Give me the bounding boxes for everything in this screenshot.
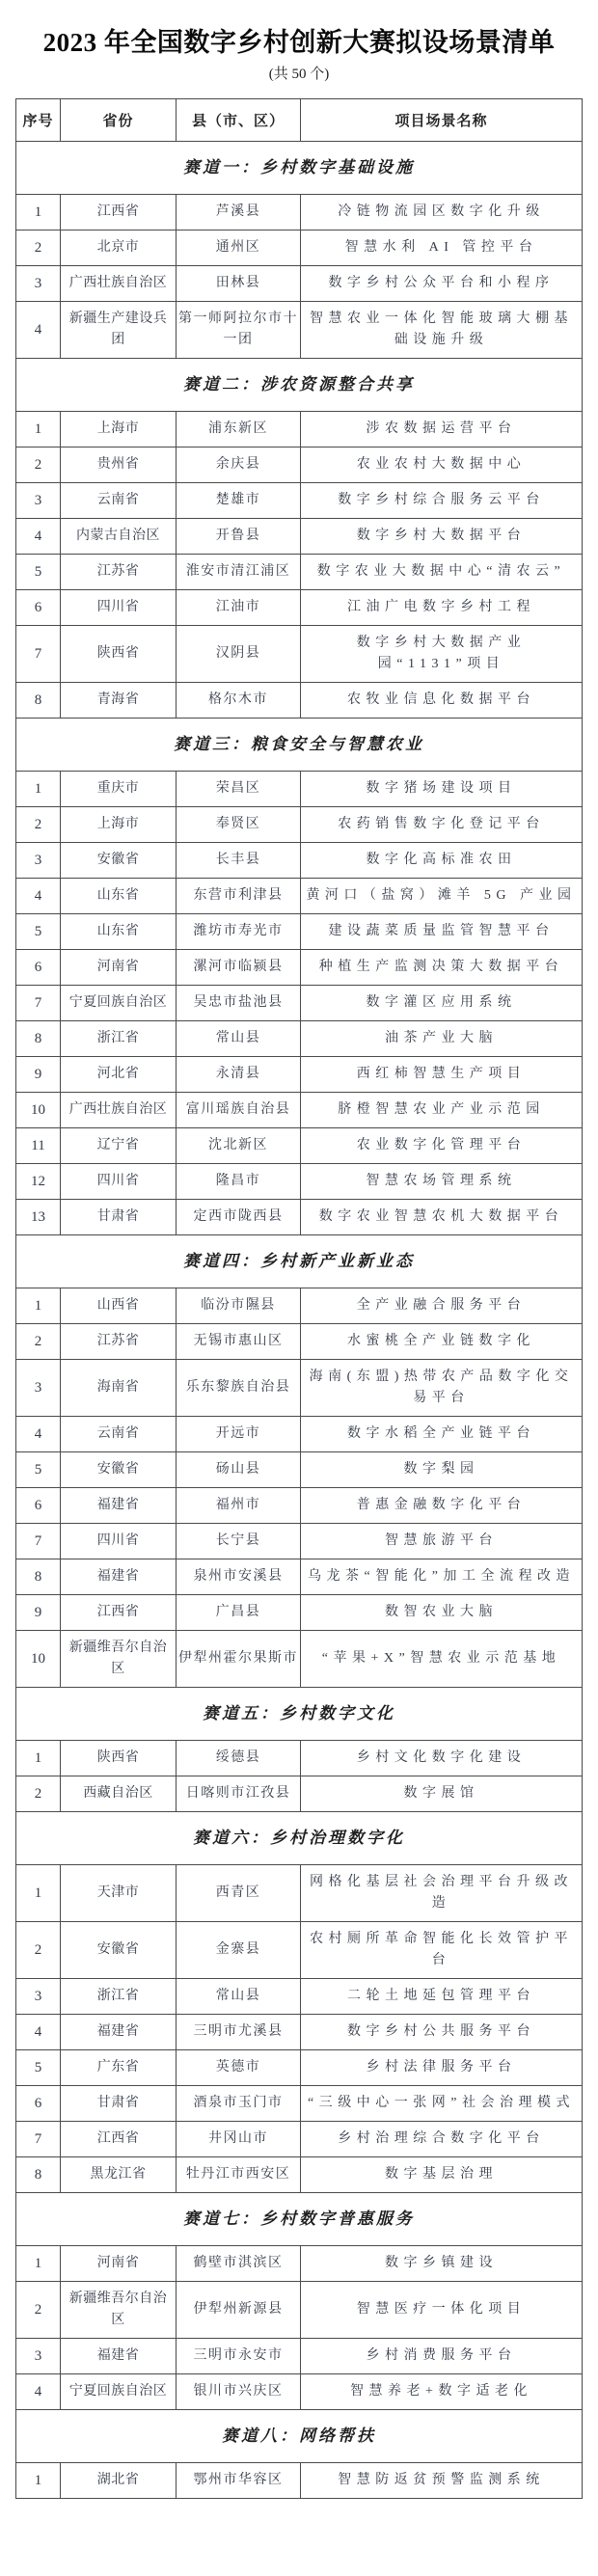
county: 伊犁州霍尔果斯市 xyxy=(177,1631,301,1688)
province: 江西省 xyxy=(61,2122,177,2157)
province: 上海市 xyxy=(61,807,177,843)
table-row xyxy=(16,1360,583,1417)
row-index: 2 xyxy=(16,1922,61,1979)
row-index: 1 xyxy=(16,1288,61,1324)
table-row xyxy=(16,2246,583,2282)
county: 定西市陇西县 xyxy=(177,1200,301,1235)
county: 常山县 xyxy=(177,1979,301,2015)
row-index: 2 xyxy=(16,1776,61,1812)
project-name: 江油广电数字乡村工程 xyxy=(301,590,583,626)
table-row xyxy=(16,447,583,483)
project-name: 智慧养老+数字适老化 xyxy=(301,2374,583,2410)
province: 安徽省 xyxy=(61,843,177,879)
table-row xyxy=(16,2157,583,2193)
section-header-row xyxy=(16,1812,583,1865)
project-name: 冷链物流园区数字化升级 xyxy=(301,195,583,230)
row-index: 6 xyxy=(16,590,61,626)
row-index: 11 xyxy=(16,1128,61,1164)
county: 开远市 xyxy=(177,1417,301,1452)
project-name: 智慧旅游平台 xyxy=(301,1524,583,1559)
row-index: 2 xyxy=(16,1324,61,1360)
province: 河南省 xyxy=(61,950,177,986)
province: 山西省 xyxy=(61,1288,177,1324)
province: 黑龙江省 xyxy=(61,2157,177,2193)
county: 余庆县 xyxy=(177,447,301,483)
row-index: 1 xyxy=(16,2463,61,2499)
row-index: 12 xyxy=(16,1164,61,1200)
table-row xyxy=(16,843,583,879)
project-name: 全产业融合服务平台 xyxy=(301,1288,583,1324)
project-name: 乡村消费服务平台 xyxy=(301,2339,583,2374)
county: 永清县 xyxy=(177,1057,301,1093)
row-index: 3 xyxy=(16,1979,61,2015)
province: 福建省 xyxy=(61,2015,177,2050)
province: 安徽省 xyxy=(61,1452,177,1488)
province: 江西省 xyxy=(61,1595,177,1631)
col-header-index: 序号 xyxy=(16,99,61,142)
table-row xyxy=(16,1559,583,1595)
table-row xyxy=(16,807,583,843)
province: 河南省 xyxy=(61,2246,177,2282)
project-name: 普惠金融数字化平台 xyxy=(301,1488,583,1524)
col-header-county: 县（市、区） xyxy=(177,99,301,142)
table-row xyxy=(16,519,583,555)
county: 潍坊市寿光市 xyxy=(177,914,301,950)
row-index: 5 xyxy=(16,555,61,590)
table-row xyxy=(16,1631,583,1688)
project-name: 农业农村大数据中心 xyxy=(301,447,583,483)
table-row xyxy=(16,914,583,950)
county: 鄂州市华容区 xyxy=(177,2463,301,2499)
table-row xyxy=(16,2050,583,2086)
county: 无锡市惠山区 xyxy=(177,1324,301,1360)
county: 淮安市清江浦区 xyxy=(177,555,301,590)
section-title: 赛道四：乡村新产业新业态 xyxy=(16,1235,583,1288)
county: 沈北新区 xyxy=(177,1128,301,1164)
project-name: 智慧医疗一体化项目 xyxy=(301,2282,583,2339)
province: 宁夏回族自治区 xyxy=(61,986,177,1021)
province: 广西壮族自治区 xyxy=(61,266,177,302)
section-title: 赛道二：涉农资源整合共享 xyxy=(16,359,583,412)
province: 河北省 xyxy=(61,1057,177,1093)
county: 福州市 xyxy=(177,1488,301,1524)
table-row xyxy=(16,879,583,914)
province: 广西壮族自治区 xyxy=(61,1093,177,1128)
row-index: 3 xyxy=(16,2339,61,2374)
project-name: 数字梨园 xyxy=(301,1452,583,1488)
col-header-province: 省份 xyxy=(61,99,177,142)
table-body xyxy=(16,142,583,2499)
table-row xyxy=(16,1417,583,1452)
county: 乐东黎族自治县 xyxy=(177,1360,301,1417)
row-index: 1 xyxy=(16,1865,61,1922)
project-name: 数字乡村公共服务平台 xyxy=(301,2015,583,2050)
section-title: 赛道一：乡村数字基础设施 xyxy=(16,142,583,195)
table-row xyxy=(16,483,583,519)
project-name: 乡村法律服务平台 xyxy=(301,2050,583,2086)
row-index: 10 xyxy=(16,1093,61,1128)
table-row xyxy=(16,1093,583,1128)
table-row xyxy=(16,412,583,447)
project-name: 数字水稻全产业链平台 xyxy=(301,1417,583,1452)
county: 英德市 xyxy=(177,2050,301,2086)
county: 富川瑶族自治县 xyxy=(177,1093,301,1128)
project-name: 农药销售数字化登记平台 xyxy=(301,807,583,843)
table-row xyxy=(16,1524,583,1559)
row-index: 4 xyxy=(16,2374,61,2410)
province: 上海市 xyxy=(61,412,177,447)
row-index: 9 xyxy=(16,1057,61,1093)
province: 内蒙古自治区 xyxy=(61,519,177,555)
project-name: 数字化高标准农田 xyxy=(301,843,583,879)
province: 甘肃省 xyxy=(61,1200,177,1235)
col-header-project: 项目场景名称 xyxy=(301,99,583,142)
county: 漯河市临颍县 xyxy=(177,950,301,986)
section-title: 赛道三：粮食安全与智慧农业 xyxy=(16,719,583,772)
project-name: 数字乡村大数据产业园“1131”项目 xyxy=(301,626,583,683)
county: 鹤壁市淇滨区 xyxy=(177,2246,301,2282)
table-row xyxy=(16,1288,583,1324)
row-index: 7 xyxy=(16,986,61,1021)
row-index: 3 xyxy=(16,266,61,302)
county: 绥德县 xyxy=(177,1741,301,1776)
row-index: 5 xyxy=(16,2050,61,2086)
county: 长宁县 xyxy=(177,1524,301,1559)
province: 新疆维吾尔自治区 xyxy=(61,2282,177,2339)
table-row xyxy=(16,1741,583,1776)
province: 安徽省 xyxy=(61,1922,177,1979)
project-name: 西红柿智慧生产项目 xyxy=(301,1057,583,1093)
section-header-row xyxy=(16,719,583,772)
project-name: 农业数字化管理平台 xyxy=(301,1128,583,1164)
county: 开鲁县 xyxy=(177,519,301,555)
table-row xyxy=(16,2463,583,2499)
row-index: 1 xyxy=(16,195,61,230)
project-name: “苹果+X”智慧农业示范基地 xyxy=(301,1631,583,1688)
row-index: 4 xyxy=(16,302,61,359)
row-index: 7 xyxy=(16,1524,61,1559)
project-name: “三级中心一张网”社会治理模式 xyxy=(301,2086,583,2122)
county: 日喀则市江孜县 xyxy=(177,1776,301,1812)
table-row xyxy=(16,1488,583,1524)
county: 格尔木市 xyxy=(177,683,301,719)
table-row xyxy=(16,683,583,719)
county: 通州区 xyxy=(177,230,301,266)
county: 三明市尤溪县 xyxy=(177,2015,301,2050)
province: 福建省 xyxy=(61,1559,177,1595)
row-index: 6 xyxy=(16,1488,61,1524)
province: 陕西省 xyxy=(61,1741,177,1776)
province: 云南省 xyxy=(61,483,177,519)
project-name: 智慧农业一体化智能玻璃大棚基础设施升级 xyxy=(301,302,583,359)
project-name: 乡村文化数字化建设 xyxy=(301,1741,583,1776)
county: 西青区 xyxy=(177,1865,301,1922)
county: 东营市利津县 xyxy=(177,879,301,914)
province: 辽宁省 xyxy=(61,1128,177,1164)
project-name: 数字乡村大数据平台 xyxy=(301,519,583,555)
table-row xyxy=(16,1057,583,1093)
table-row xyxy=(16,2086,583,2122)
project-name: 数字基层治理 xyxy=(301,2157,583,2193)
table-row xyxy=(16,302,583,359)
row-index: 4 xyxy=(16,1417,61,1452)
section-header-row xyxy=(16,2410,583,2463)
county: 长丰县 xyxy=(177,843,301,879)
county: 金寨县 xyxy=(177,1922,301,1979)
project-name: 乡村治理综合数字化平台 xyxy=(301,2122,583,2157)
province: 贵州省 xyxy=(61,447,177,483)
project-name: 脐橙智慧农业产业示范园 xyxy=(301,1093,583,1128)
section-header-row xyxy=(16,1688,583,1741)
project-name: 水蜜桃全产业链数字化 xyxy=(301,1324,583,1360)
row-index: 4 xyxy=(16,2015,61,2050)
row-index: 3 xyxy=(16,843,61,879)
province: 福建省 xyxy=(61,2339,177,2374)
project-name: 建设蔬菜质量监管智慧平台 xyxy=(301,914,583,950)
province: 宁夏回族自治区 xyxy=(61,2374,177,2410)
row-index: 8 xyxy=(16,683,61,719)
table-row xyxy=(16,2339,583,2374)
county: 荣昌区 xyxy=(177,772,301,807)
row-index: 3 xyxy=(16,483,61,519)
project-name: 数字展馆 xyxy=(301,1776,583,1812)
project-name: 数智农业大脑 xyxy=(301,1595,583,1631)
table-row xyxy=(16,2122,583,2157)
county: 银川市兴庆区 xyxy=(177,2374,301,2410)
province: 青海省 xyxy=(61,683,177,719)
section-title: 赛道六：乡村治理数字化 xyxy=(16,1812,583,1865)
table-row xyxy=(16,950,583,986)
table-row xyxy=(16,2374,583,2410)
table-row xyxy=(16,555,583,590)
table-row xyxy=(16,2015,583,2050)
row-index: 7 xyxy=(16,626,61,683)
table-row xyxy=(16,590,583,626)
project-name: 智慧防返贫预警监测系统 xyxy=(301,2463,583,2499)
province: 云南省 xyxy=(61,1417,177,1452)
row-index: 5 xyxy=(16,1452,61,1488)
project-name: 油茶产业大脑 xyxy=(301,1021,583,1057)
row-index: 2 xyxy=(16,807,61,843)
project-name: 农村厕所革命智能化长效管护平台 xyxy=(301,1922,583,1979)
row-index: 8 xyxy=(16,1559,61,1595)
province: 江苏省 xyxy=(61,1324,177,1360)
row-index: 2 xyxy=(16,2282,61,2339)
county: 牡丹江市西安区 xyxy=(177,2157,301,2193)
project-name: 数字乡村综合服务云平台 xyxy=(301,483,583,519)
province: 福建省 xyxy=(61,1488,177,1524)
row-index: 4 xyxy=(16,879,61,914)
row-index: 3 xyxy=(16,1360,61,1417)
county: 吴忠市盐池县 xyxy=(177,986,301,1021)
project-name: 海南(东盟)热带农产品数字化交易平台 xyxy=(301,1360,583,1417)
section-header-row xyxy=(16,359,583,412)
table-row xyxy=(16,1595,583,1631)
county: 三明市永安市 xyxy=(177,2339,301,2374)
project-name: 种植生产监测决策大数据平台 xyxy=(301,950,583,986)
project-name: 数字乡村公众平台和小程序 xyxy=(301,266,583,302)
section-title: 赛道五：乡村数字文化 xyxy=(16,1688,583,1741)
project-name: 数字猪场建设项目 xyxy=(301,772,583,807)
table-row xyxy=(16,1128,583,1164)
county: 浦东新区 xyxy=(177,412,301,447)
county: 泉州市安溪县 xyxy=(177,1559,301,1595)
project-name: 数字农业大数据中心“清农云” xyxy=(301,555,583,590)
row-index: 6 xyxy=(16,950,61,986)
table-row xyxy=(16,626,583,683)
table-row xyxy=(16,266,583,302)
project-name: 智慧农场管理系统 xyxy=(301,1164,583,1200)
row-index: 5 xyxy=(16,914,61,950)
province: 陕西省 xyxy=(61,626,177,683)
table-row xyxy=(16,1865,583,1922)
table-row xyxy=(16,1200,583,1235)
section-header-row xyxy=(16,2193,583,2246)
row-index: 13 xyxy=(16,1200,61,1235)
county: 田林县 xyxy=(177,266,301,302)
county: 隆昌市 xyxy=(177,1164,301,1200)
table-row xyxy=(16,1324,583,1360)
province: 甘肃省 xyxy=(61,2086,177,2122)
county: 第一师阿拉尔市十一团 xyxy=(177,302,301,359)
province: 浙江省 xyxy=(61,1979,177,2015)
county: 临汾市隰县 xyxy=(177,1288,301,1324)
row-index: 9 xyxy=(16,1595,61,1631)
row-index: 6 xyxy=(16,2086,61,2122)
table-row xyxy=(16,1922,583,1979)
project-name: 二轮土地延包管理平台 xyxy=(301,1979,583,2015)
section-header-row xyxy=(16,142,583,195)
province: 江苏省 xyxy=(61,555,177,590)
row-index: 1 xyxy=(16,412,61,447)
row-index: 1 xyxy=(16,1741,61,1776)
province: 北京市 xyxy=(61,230,177,266)
row-index: 4 xyxy=(16,519,61,555)
project-name: 数字乡镇建设 xyxy=(301,2246,583,2282)
county: 伊犁州新源县 xyxy=(177,2282,301,2339)
county: 芦溪县 xyxy=(177,195,301,230)
row-index: 8 xyxy=(16,1021,61,1057)
page-subtitle: (共 50 个) xyxy=(268,67,330,82)
table-row xyxy=(16,1776,583,1812)
project-name: 数字灌区应用系统 xyxy=(301,986,583,1021)
project-name: 涉农数据运营平台 xyxy=(301,412,583,447)
table-row xyxy=(16,1452,583,1488)
county: 江油市 xyxy=(177,590,301,626)
table-row xyxy=(16,1021,583,1057)
county: 酒泉市玉门市 xyxy=(177,2086,301,2122)
table-row xyxy=(16,1979,583,2015)
province: 新疆维吾尔自治区 xyxy=(61,1631,177,1688)
section-title: 赛道七：乡村数字普惠服务 xyxy=(16,2193,583,2246)
project-name: 黄河口（盐窝）滩羊 5G 产业园 xyxy=(301,879,583,914)
row-index: 1 xyxy=(16,2246,61,2282)
table-header-row xyxy=(16,99,583,142)
section-header-row xyxy=(16,1235,583,1288)
province: 西藏自治区 xyxy=(61,1776,177,1812)
province: 四川省 xyxy=(61,590,177,626)
row-index: 10 xyxy=(16,1631,61,1688)
county: 汉阴县 xyxy=(177,626,301,683)
province: 广东省 xyxy=(61,2050,177,2086)
province: 山东省 xyxy=(61,914,177,950)
province: 浙江省 xyxy=(61,1021,177,1057)
section-title: 赛道八：网络帮扶 xyxy=(16,2410,583,2463)
county: 广昌县 xyxy=(177,1595,301,1631)
province: 新疆生产建设兵团 xyxy=(61,302,177,359)
province: 湖北省 xyxy=(61,2463,177,2499)
project-name: 农牧业信息化数据平台 xyxy=(301,683,583,719)
county: 井冈山市 xyxy=(177,2122,301,2157)
page-title: 2023 年全国数字乡村创新大赛拟设场景清单 xyxy=(42,28,556,57)
table-row xyxy=(16,195,583,230)
table-row xyxy=(16,230,583,266)
province: 四川省 xyxy=(61,1164,177,1200)
project-name: 智慧水利 AI 管控平台 xyxy=(301,230,583,266)
county: 楚雄市 xyxy=(177,483,301,519)
row-index: 2 xyxy=(16,447,61,483)
county: 奉贤区 xyxy=(177,807,301,843)
province: 天津市 xyxy=(61,1865,177,1922)
project-name: 乌龙茶“智能化”加工全流程改造 xyxy=(301,1559,583,1595)
row-index: 2 xyxy=(16,230,61,266)
province: 江西省 xyxy=(61,195,177,230)
table-row xyxy=(16,772,583,807)
row-index: 1 xyxy=(16,772,61,807)
province: 山东省 xyxy=(61,879,177,914)
row-index: 7 xyxy=(16,2122,61,2157)
province: 海南省 xyxy=(61,1360,177,1417)
project-name: 网格化基层社会治理平台升级改造 xyxy=(301,1865,583,1922)
table-row xyxy=(16,986,583,1021)
county: 砀山县 xyxy=(177,1452,301,1488)
province: 重庆市 xyxy=(61,772,177,807)
province: 四川省 xyxy=(61,1524,177,1559)
project-name: 数字农业智慧农机大数据平台 xyxy=(301,1200,583,1235)
table-row xyxy=(16,2282,583,2339)
table-row xyxy=(16,1164,583,1200)
scene-list-table xyxy=(15,98,583,2499)
county: 常山县 xyxy=(177,1021,301,1057)
row-index: 8 xyxy=(16,2157,61,2193)
